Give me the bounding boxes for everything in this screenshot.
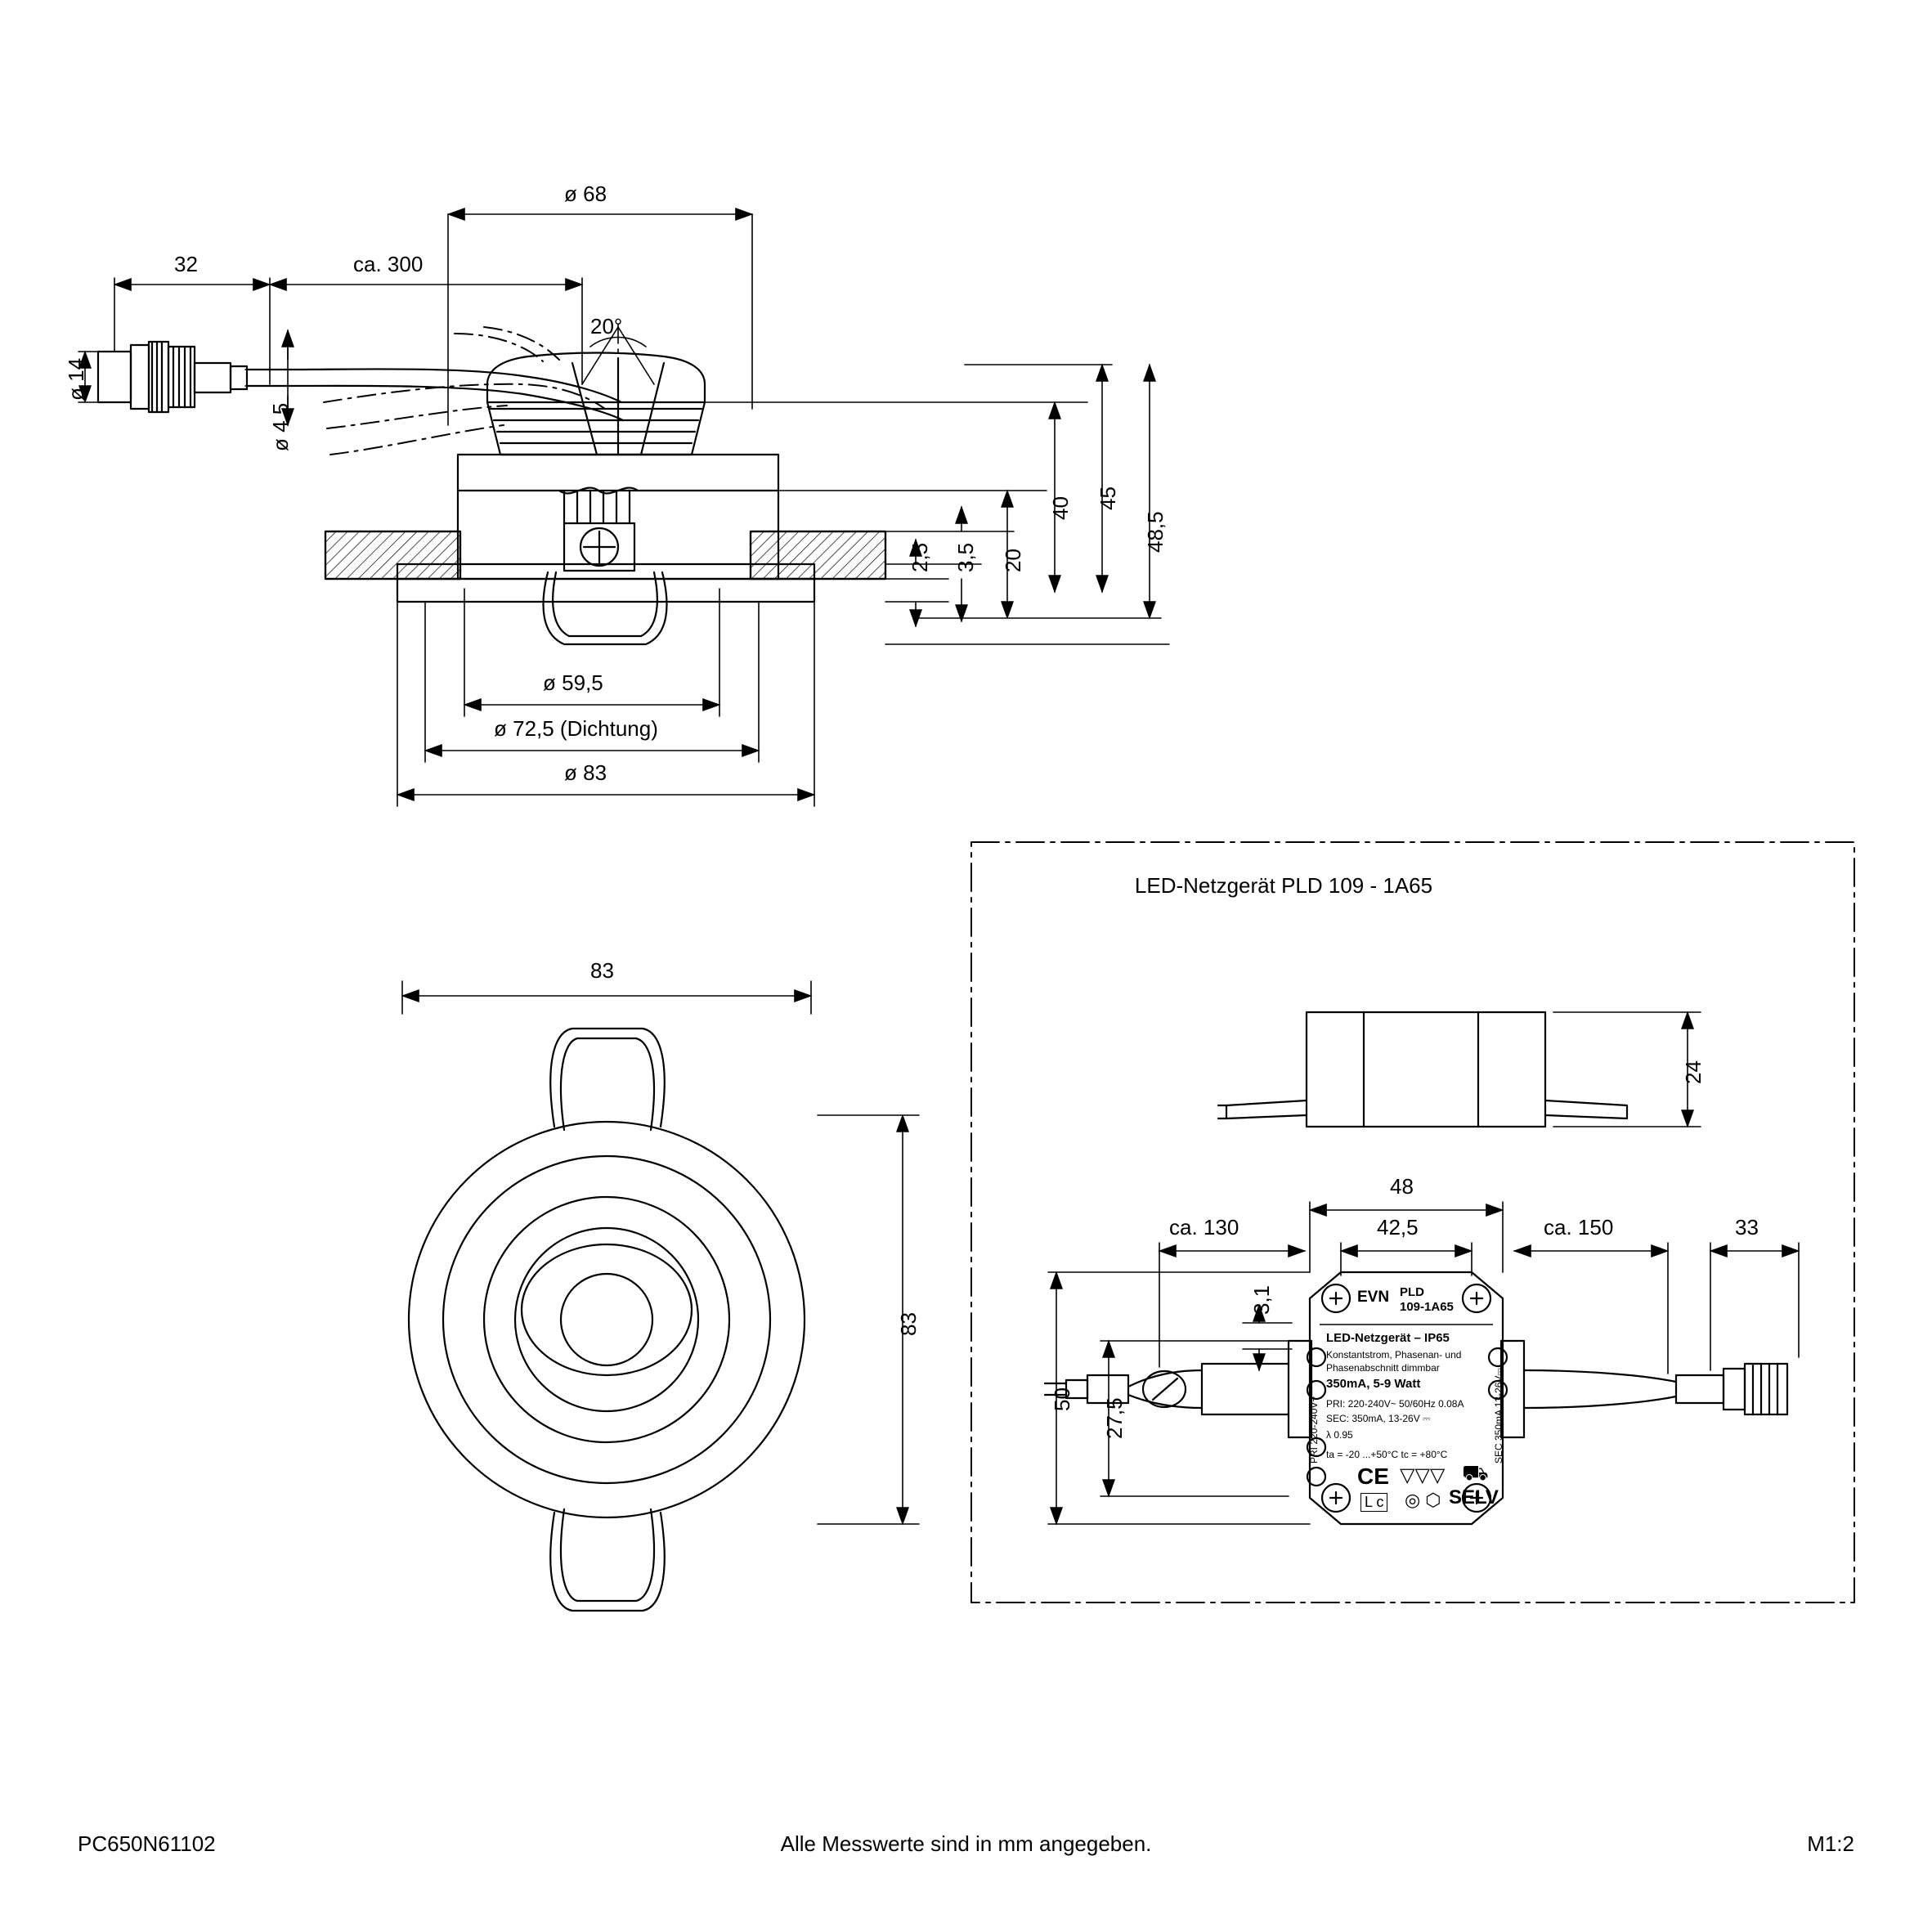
driver-sec-line: SEC: 350mA, 13-26V ⎓	[1326, 1413, 1431, 1424]
driver-desc-line2: Phasenabschnitt dimmbar	[1326, 1362, 1440, 1374]
dim-label-d725: ø 72,5 (Dichtung)	[494, 716, 658, 741]
dim-label-plan-83-width: 83	[590, 958, 614, 983]
dim-label-driver-ca130: ca. 130	[1169, 1215, 1239, 1239]
plan-view	[409, 1029, 805, 1611]
dim-label-d45: ø 4,5	[268, 402, 293, 451]
driver-lambda-line: λ 0.95	[1326, 1429, 1353, 1441]
dim-label-40: 40	[1048, 496, 1073, 520]
ce-mark-icon: CE	[1357, 1464, 1389, 1489]
dimension-lines-plan	[402, 981, 919, 1524]
dim-label-45: 45	[1096, 486, 1120, 510]
driver-brand: EVN	[1357, 1289, 1390, 1306]
driver-temp-line: ta = -20 ...+50°C tc = +80°C	[1326, 1449, 1448, 1460]
selv-mark: SELV	[1449, 1486, 1499, 1508]
dim-label-d83: ø 83	[564, 760, 607, 785]
dim-label-driver-24: 24	[1681, 1060, 1706, 1084]
driver-side-view	[1218, 1012, 1627, 1127]
ceiling-section	[325, 531, 885, 579]
f-mark-icon: ▽▽▽	[1400, 1464, 1446, 1486]
driver-power-line: 350mA, 5-9 Watt	[1326, 1377, 1421, 1391]
driver-box-caption: LED-Netzgerät PLD 109 - 1A65	[1134, 873, 1433, 898]
driver-model-line1: PLD	[1400, 1285, 1424, 1299]
driver-type-line: LED-Netzgerät – IP65	[1326, 1331, 1450, 1345]
lc-mark-icon: L c	[1360, 1493, 1387, 1512]
dim-label-d14: ø 14	[64, 357, 88, 401]
dim-label-driver-31: 3,1	[1249, 1284, 1274, 1315]
dim-label-d595: ø 59,5	[543, 670, 603, 695]
driver-desc-line1: Konstantstrom, Phasenan- und	[1326, 1349, 1462, 1360]
part-number: PC650N61102	[78, 1831, 216, 1856]
dim-label-driver-33: 33	[1735, 1215, 1759, 1239]
driver-pri-line: PRI: 220-240V~ 50/60Hz 0.08A	[1326, 1398, 1464, 1410]
dim-label-driver-275: 27,5	[1102, 1397, 1127, 1439]
dim-label-d68: ø 68	[564, 182, 607, 206]
dim-label-25: 2,5	[908, 542, 932, 572]
dim-label-485: 48,5	[1143, 511, 1168, 553]
scale-label: M1:2	[1807, 1831, 1854, 1856]
dim-label-35: 3,5	[953, 542, 978, 572]
measurement-note: Alle Messwerte sind in mm angegeben.	[780, 1831, 1152, 1856]
dim-label-32: 32	[174, 252, 198, 276]
dim-label-driver-48: 48	[1390, 1174, 1414, 1199]
dim-label-20: 20	[1001, 549, 1025, 572]
dim-label-driver-50: 50	[1050, 1387, 1074, 1411]
driver-side-sec: SEC 350mA 13-26V⎓	[1493, 1368, 1504, 1464]
driver-side-pri: PRI 220-240V~	[1308, 1396, 1320, 1464]
dim-label-driver-ca150: ca. 150	[1544, 1215, 1614, 1239]
weee-icon: ⛟	[1462, 1460, 1489, 1485]
cable-section	[288, 369, 623, 420]
vde-mark-icon: ◎ ⬡	[1405, 1490, 1441, 1510]
connector-section	[98, 342, 288, 412]
dim-label-ca300: ca. 300	[353, 252, 424, 276]
dim-label-20deg: 20°	[590, 314, 623, 338]
dim-label-plan-83-height: 83	[896, 1312, 921, 1336]
driver-model-line2: 109-1A65	[1400, 1300, 1454, 1314]
spring-clip-section	[544, 572, 667, 644]
dim-label-driver-425: 42,5	[1377, 1215, 1419, 1239]
